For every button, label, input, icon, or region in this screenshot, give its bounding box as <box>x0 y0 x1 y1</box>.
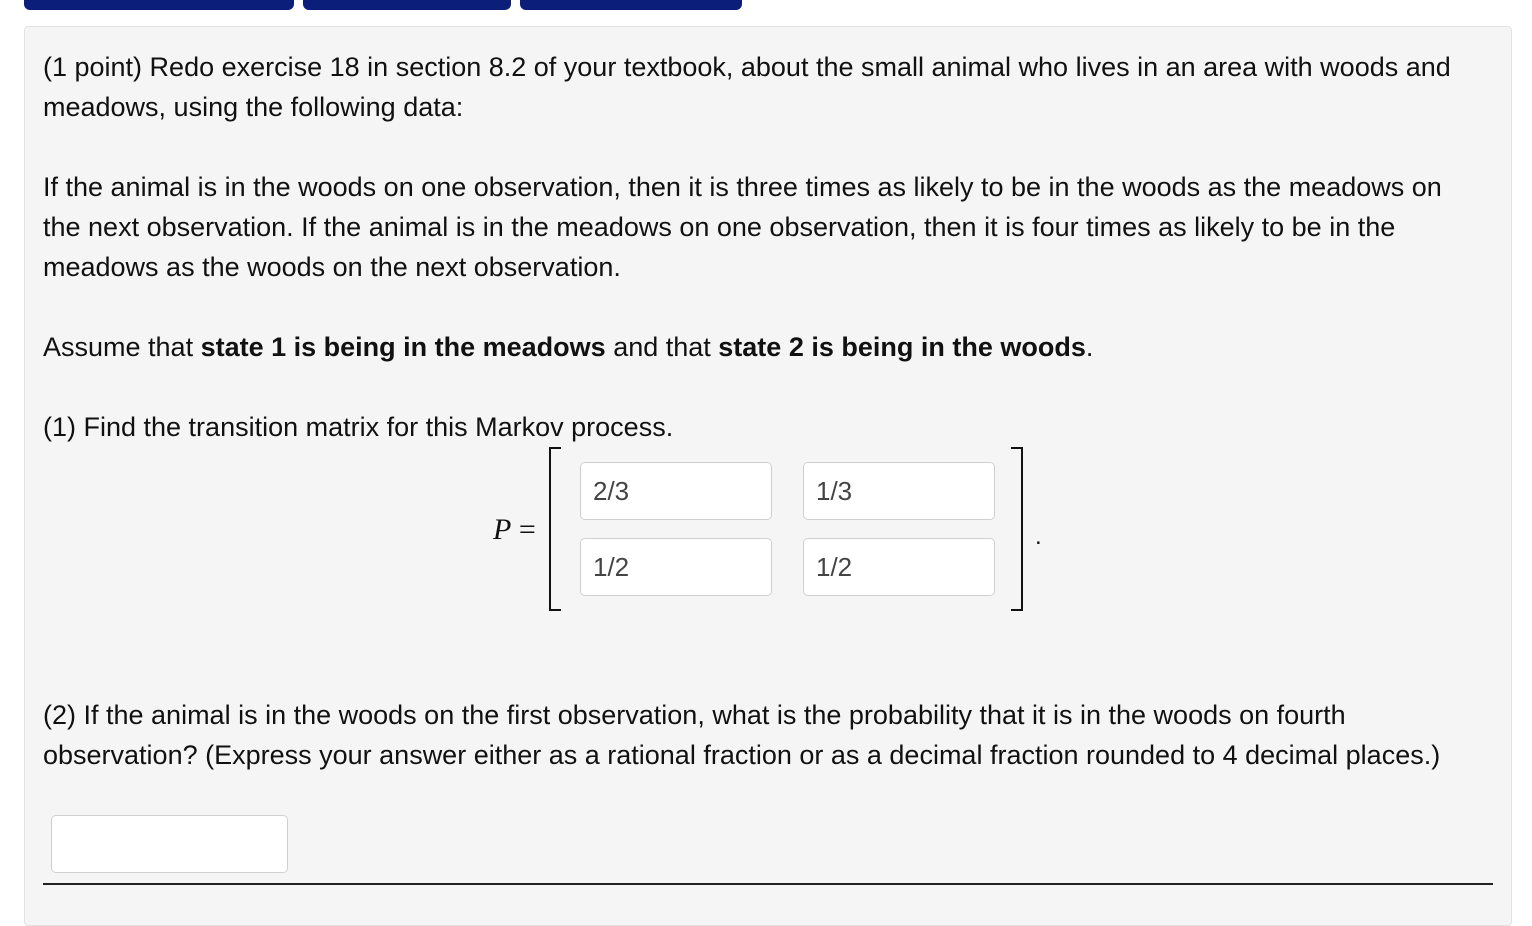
matrix-label <box>493 513 536 547</box>
problem-intro: (1 point) Redo exercise 18 in section 8.2 of your textbook, about the small animal who lives in an area with woods and meadows, using the following data: <box>43 52 1451 122</box>
assume-middle: and that <box>605 332 719 362</box>
assume-state1: state 1 is being in the meadows <box>200 332 606 362</box>
top-tab-3[interactable] <box>520 0 742 10</box>
matrix-cell-2-1 <box>580 538 772 596</box>
matrix-variable: P <box>493 513 512 546</box>
top-tab-2[interactable] <box>303 0 511 10</box>
part2-answer-box <box>51 815 288 873</box>
matrix-input-2-2[interactable] <box>804 539 995 595</box>
problem-assumption <box>43 327 1483 367</box>
matrix-input-1-2[interactable] <box>804 463 995 519</box>
matrix-input-1-1[interactable] <box>581 463 772 519</box>
matrix-period: . <box>1035 523 1042 550</box>
problem-data-text: If the animal is in the woods on one observation, then it is three times as likely to be in the woods as the meadows on the next observation. If the animal is in the meadows on one observation, then it is four times as likely to be in the meadows as the woods on the next observation. <box>43 172 1442 282</box>
matrix-cell-1-2 <box>803 462 995 520</box>
part2-question: (2) If the animal is in the woods on the first observation, what is the probability that it is in the woods on fourth observation? (Express your answer either as a rational fraction or as a decimal fraction rounded to 4 decimal places.) <box>43 700 1441 770</box>
top-tab-bar <box>0 0 1532 12</box>
matrix-input-2-1[interactable] <box>581 539 772 595</box>
matrix-cell-1-1 <box>580 462 772 520</box>
part1-question: (1) Find the transition matrix for this Markov process. <box>43 412 674 442</box>
assume-prefix: Assume that <box>43 332 201 362</box>
assume-state2: state 2 is being in the woods <box>718 332 1086 362</box>
problem-panel <box>24 26 1512 926</box>
part2-answer-input[interactable] <box>52 816 288 872</box>
matrix-right-bracket <box>1011 447 1023 611</box>
matrix-left-bracket <box>549 447 561 611</box>
top-tab-1[interactable] <box>24 0 294 10</box>
matrix-equals: = <box>511 513 536 546</box>
matrix-cell-2-2 <box>803 538 995 596</box>
bottom-divider <box>43 883 1493 885</box>
assume-suffix: . <box>1085 332 1094 362</box>
